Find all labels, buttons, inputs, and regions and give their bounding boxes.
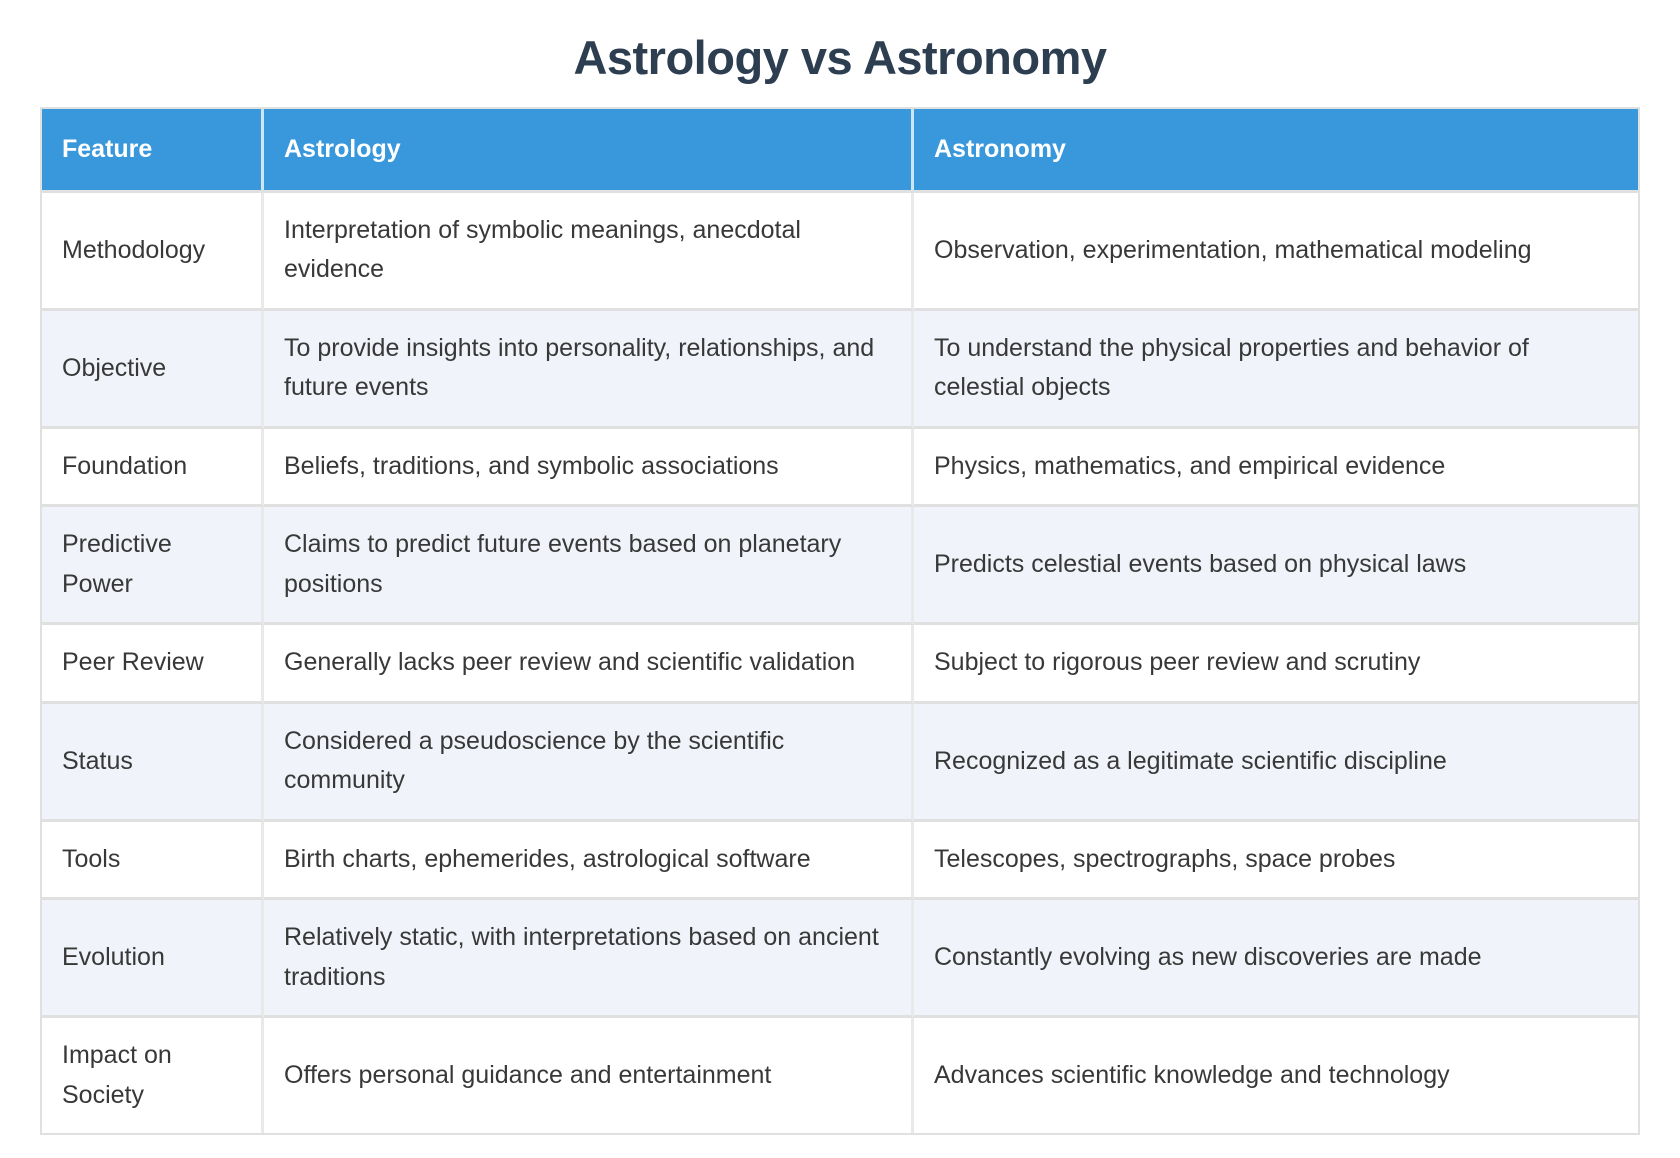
astrology-cell: To provide insights into personality, relationships, and future events — [264, 311, 914, 429]
astrology-cell: Considered a pseudoscience by the scientific community — [264, 704, 914, 822]
table-row — [42, 900, 1638, 1018]
table-row — [42, 625, 1638, 704]
feature-cell: Objective — [42, 311, 264, 429]
header-row — [42, 109, 1638, 193]
astronomy-cell: Constantly evolving as new discoveries are made — [914, 900, 1638, 1018]
astrology-cell: Relatively static, with interpretations based on ancient traditions — [264, 900, 914, 1018]
astrology-cell: Claims to predict future events based on planetary positions — [264, 507, 914, 625]
column-header-astronomy: Astronomy — [914, 109, 1638, 193]
astronomy-cell: To understand the physical properties and behavior of celestial objects — [914, 311, 1638, 429]
astronomy-cell: Subject to rigorous peer review and scrutiny — [914, 625, 1638, 704]
astrology-cell: Generally lacks peer review and scientific validation — [264, 625, 914, 704]
feature-cell: Evolution — [42, 900, 264, 1018]
astrology-cell: Beliefs, traditions, and symbolic associations — [264, 429, 914, 508]
table-row — [42, 193, 1638, 311]
feature-cell: Tools — [42, 822, 264, 901]
astronomy-cell: Recognized as a legitimate scientific discipline — [914, 704, 1638, 822]
table-row — [42, 1018, 1638, 1133]
table-row — [42, 507, 1638, 625]
astronomy-cell: Physics, mathematics, and empirical evidence — [914, 429, 1638, 508]
astrology-cell: Birth charts, ephemerides, astrological software — [264, 822, 914, 901]
table-row — [42, 311, 1638, 429]
astrology-cell: Interpretation of symbolic meanings, anecdotal evidence — [264, 193, 914, 311]
feature-cell: Methodology — [42, 193, 264, 311]
astronomy-cell: Observation, experimentation, mathematical modeling — [914, 193, 1638, 311]
feature-cell: Status — [42, 704, 264, 822]
comparison-table — [40, 107, 1640, 1135]
feature-cell: Peer Review — [42, 625, 264, 704]
astronomy-cell: Predicts celestial events based on physical laws — [914, 507, 1638, 625]
page-title: Astrology vs Astronomy — [573, 31, 1107, 84]
column-header-astrology: Astrology — [264, 109, 914, 193]
table-row — [42, 704, 1638, 822]
feature-cell: Predictive Power — [42, 507, 264, 625]
column-header-feature: Feature — [42, 109, 264, 193]
table-row — [42, 429, 1638, 508]
astronomy-cell: Advances scientific knowledge and technology — [914, 1018, 1638, 1133]
astrology-cell: Offers personal guidance and entertainment — [264, 1018, 914, 1133]
feature-cell: Impact on Society — [42, 1018, 264, 1133]
astronomy-cell: Telescopes, spectrographs, space probes — [914, 822, 1638, 901]
table-row — [42, 822, 1638, 901]
feature-cell: Foundation — [42, 429, 264, 508]
